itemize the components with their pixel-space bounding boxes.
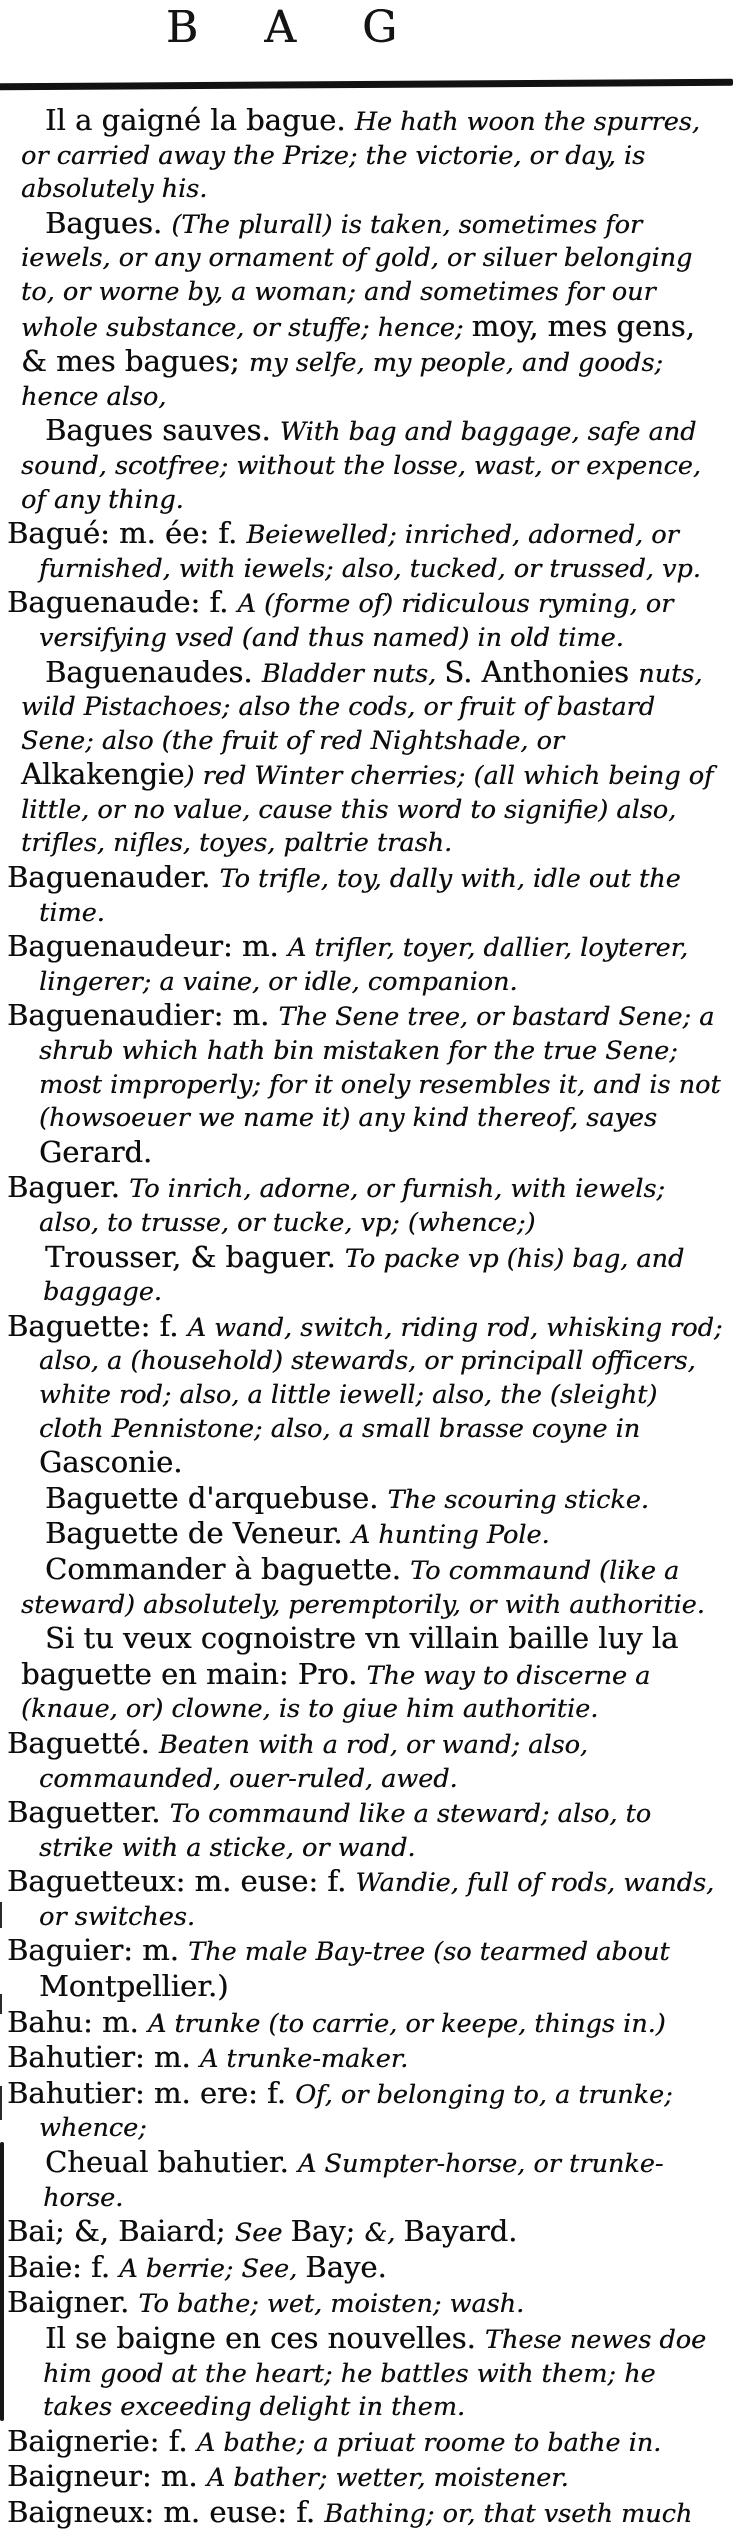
entry-text: Beaten with a rod, or wand; also, commaunded, ouer-ruled, awed. xyxy=(39,1729,588,1794)
entry-text: These newes doe him good at the heart; he battles with them; he takes exceeding delight in them. xyxy=(43,2325,707,2423)
entry-text: ) red Winter cherries; (all which being of little, or no value, cause this word to signifie) also, trifles, nifles, toyes, paltrie trash. xyxy=(21,761,714,859)
entry-text: Alkakengie xyxy=(21,757,185,792)
entry-headword: Il se baigne en ces nouvelles. xyxy=(45,2321,485,2355)
entry-text: A trunke-maker. xyxy=(199,2044,409,2075)
entry-text: To commaund like a steward; also, to strike with a sticke, or wand. xyxy=(39,1799,652,1863)
entry-text: A trunke (to carrie, or keepe, things in.) xyxy=(147,2008,666,2039)
dictionary-entry xyxy=(21,656,725,862)
entry-text: (The plurall) is taken, sometimes for iewels, or any ornament of gold, or siluer belonging to, or worne by, a woman; and sometimes for our whole substance, or stuffe; hence; xyxy=(21,209,693,343)
dictionary-entry xyxy=(7,2459,725,2496)
entry-headword: Baguenauder. xyxy=(7,860,220,895)
entry-text: A wand, switch, riding rod, whisking rod; also, a (household) stewards, or principall officers, white rod; also, a little iewell; also, the (sleight) cloth Pennistone; also, a small brasse coyne in xyxy=(39,1312,723,1444)
entry-headword: Bahutier: m. ere: f. xyxy=(7,2075,296,2110)
entry-text: A bathe; a priuat roome to bathe in. xyxy=(196,2427,662,2458)
dictionary-entry xyxy=(7,1795,725,1865)
entry-headword: Bahutier: m. xyxy=(7,2040,200,2075)
entry-text: Gasconie. xyxy=(39,1445,183,1480)
entry-text: &, xyxy=(364,2218,404,2249)
entry-text: Baye. xyxy=(305,2249,387,2284)
entry-headword: Baigneux: m. euse: f. xyxy=(7,2494,325,2529)
dictionary-entry xyxy=(7,2423,725,2461)
entry-text: A (forme of) ridiculous ryming, or versifying vsed (and thus named) in old time. xyxy=(39,589,674,653)
dictionary-entry xyxy=(21,1553,725,1622)
entry-text: Bladder nuts, xyxy=(261,658,445,689)
dictionary-entry xyxy=(7,1725,725,1796)
dictionary-entry xyxy=(7,2285,725,2322)
entry-text: To inrich, adorne, or furnish, with iewels; also, to trusse, or tucke, vp; (whence;) xyxy=(39,1174,665,1238)
entry-text: To commaund (like a steward) absolutely, peremptorily, or with authoritie. xyxy=(21,1555,705,1620)
dictionary-entry xyxy=(7,585,725,655)
dictionary-entry xyxy=(7,2494,725,2532)
entry-headword: Baguetteux: m. euse: f. xyxy=(7,1864,356,1899)
entry-text: To bathe; wet, moisten; wash. xyxy=(138,2289,525,2320)
entry-headword: Baie: f. xyxy=(7,2249,120,2284)
entry-text: Bathing; or, that vseth much xyxy=(324,2498,693,2529)
dictionary-entry xyxy=(43,2146,725,2215)
entry-text: A bather; wetter, moistener. xyxy=(206,2463,569,2494)
entry-text: A berrie; See, xyxy=(119,2253,306,2284)
entry-headword: Baguette d'arquebuse. xyxy=(45,1480,388,1515)
dictionary-entry xyxy=(21,1622,725,1727)
dictionary-entry xyxy=(21,1482,725,1518)
header-rule xyxy=(0,79,733,90)
dictionary-entry xyxy=(7,516,725,586)
dictionary-entry xyxy=(43,2322,725,2425)
dictionary-entry xyxy=(21,414,725,517)
scan-edge-artifact-tick xyxy=(0,1902,2,1928)
entry-headword: Baignerie: f. xyxy=(7,2423,197,2458)
dictionary-entry xyxy=(21,207,725,415)
entry-headword: Baguetté. xyxy=(7,1725,159,1760)
entry-text: Gerard. xyxy=(39,1134,153,1169)
entry-text: A trifler, toyer, dallier, loyterer, lingerer; a vaine, or idle, companion. xyxy=(39,933,689,997)
dictionary-entry xyxy=(7,2004,725,2042)
entry-headword: Baguette de Veneur. xyxy=(45,1516,352,1551)
entry-headword: Bai; &, Baiard; xyxy=(7,2214,235,2249)
dictionary-entry xyxy=(43,1241,725,1310)
entry-text: To trifle, toy, dally with, idle out the time. xyxy=(39,864,681,928)
entry-text: Montpellier.) xyxy=(39,1969,229,2004)
dictionary-entry xyxy=(7,1933,725,2005)
dictionary-entry xyxy=(21,104,725,207)
entry-headword: Bagué: m. ée: f. xyxy=(7,516,247,551)
scan-edge-artifact-tick xyxy=(0,1994,2,2014)
scan-edge-artifact xyxy=(0,2142,4,2421)
dictionary-entry xyxy=(21,1517,725,1553)
entry-headword: Bahu: m. xyxy=(7,2004,148,2039)
entry-text: A Sumpter-horse, or trunke-horse. xyxy=(43,2149,664,2213)
entry-headword: Baguer. xyxy=(7,1170,130,1205)
entry-headword: Bagues sauves. xyxy=(45,413,280,448)
entry-text: Of, or belonging to, a trunke; whence; xyxy=(39,2079,673,2144)
entry-text: The scouring sticke. xyxy=(387,1484,649,1515)
entries xyxy=(3,104,725,2532)
entry-headword: Si tu veux cognoistre vn villain baille luy la baguette en main: Pro. xyxy=(21,1621,679,1691)
dictionary-entry xyxy=(7,1864,725,1934)
entry-text: S. Anthonies xyxy=(444,654,639,689)
entry-headword: Baguetter. xyxy=(7,1795,170,1830)
entry-headword: Baigneur: m. xyxy=(7,2459,207,2494)
entry-text: Wandie, full of rods, wands, or switches. xyxy=(39,1868,715,1932)
dictionary-entry xyxy=(7,1170,725,1240)
entry-text: To packe vp (his) bag, and baggage. xyxy=(43,1243,685,1308)
entry-headword: Baguier: m. xyxy=(7,1933,189,1968)
entry-text: Beiewelled; inriched, adorned, or furnished, with iewels; also, tucked, or trussed, vp. xyxy=(39,520,701,584)
page-header-catchword: B A G xyxy=(165,2,424,53)
entry-headword: Cheual bahutier. xyxy=(45,2145,298,2180)
entry-text: The male Bay-tree (so tearmed about xyxy=(188,1937,670,1968)
entry-text: With bag and baggage, safe and sound, scotfree; without the losse, wast, or expence, of any thing. xyxy=(21,417,701,515)
dictionary-entry xyxy=(7,2214,725,2251)
entry-headword: Il a gaigné la bague. xyxy=(45,103,355,137)
entry-text: Bayard. xyxy=(403,2214,518,2249)
entry-text: nuts, wild Pistachoes; also the cods, or fruit of bastard Sene; also (the fruit of red Nightshade, or xyxy=(21,658,703,756)
entry-headword: Commander à baguette. xyxy=(45,1551,411,1586)
entry-headword: Baguenaudier: m. xyxy=(7,998,279,1033)
dictionary-entry xyxy=(7,2249,725,2287)
dictionary-entry xyxy=(7,1308,725,1482)
entry-headword: Baguenaudes. xyxy=(45,654,262,689)
scan-edge-artifact-tick xyxy=(0,2086,2,2120)
dictionary-entry xyxy=(7,998,725,1171)
dictionary-entry xyxy=(7,929,725,999)
entry-headword: Baguette: f. xyxy=(7,1308,188,1343)
entry-headword: Trousser, & baguer. xyxy=(45,1239,345,1274)
entry-text: The Sene tree, or bastard Sene; a shrub which hath bin mistaken for the true Sene; most improperly; for it onely resembles it, and is not (howsoeuer we name it) any kind thereof, sayes xyxy=(39,1002,721,1134)
dictionary-entry xyxy=(7,860,725,930)
dictionary-entry xyxy=(7,2040,725,2077)
entry-headword: Baguenaude: f. xyxy=(7,585,238,620)
entry-headword: Baguenaudeur: m. xyxy=(7,929,288,964)
entry-text: Bay; xyxy=(290,2214,365,2249)
entry-headword: Bagues. xyxy=(45,205,172,240)
dictionary-entry xyxy=(7,2075,725,2146)
entry-text: moy, mes gens, & mes bagues; xyxy=(21,308,695,379)
entry-text: He hath woon the spurres, or carried away the Prize; the victorie, or day, is absolutely his. xyxy=(21,107,700,205)
entry-text: See xyxy=(234,2218,291,2249)
entry-text: my selfe, my people, and goods; hence also, xyxy=(21,348,664,412)
entry-text: A hunting Pole. xyxy=(351,1520,550,1551)
entry-text: The way to discerne a (knaue, or) clowne, is to giue him authoritie. xyxy=(21,1660,651,1725)
entry-headword: Baigner. xyxy=(7,2285,139,2320)
